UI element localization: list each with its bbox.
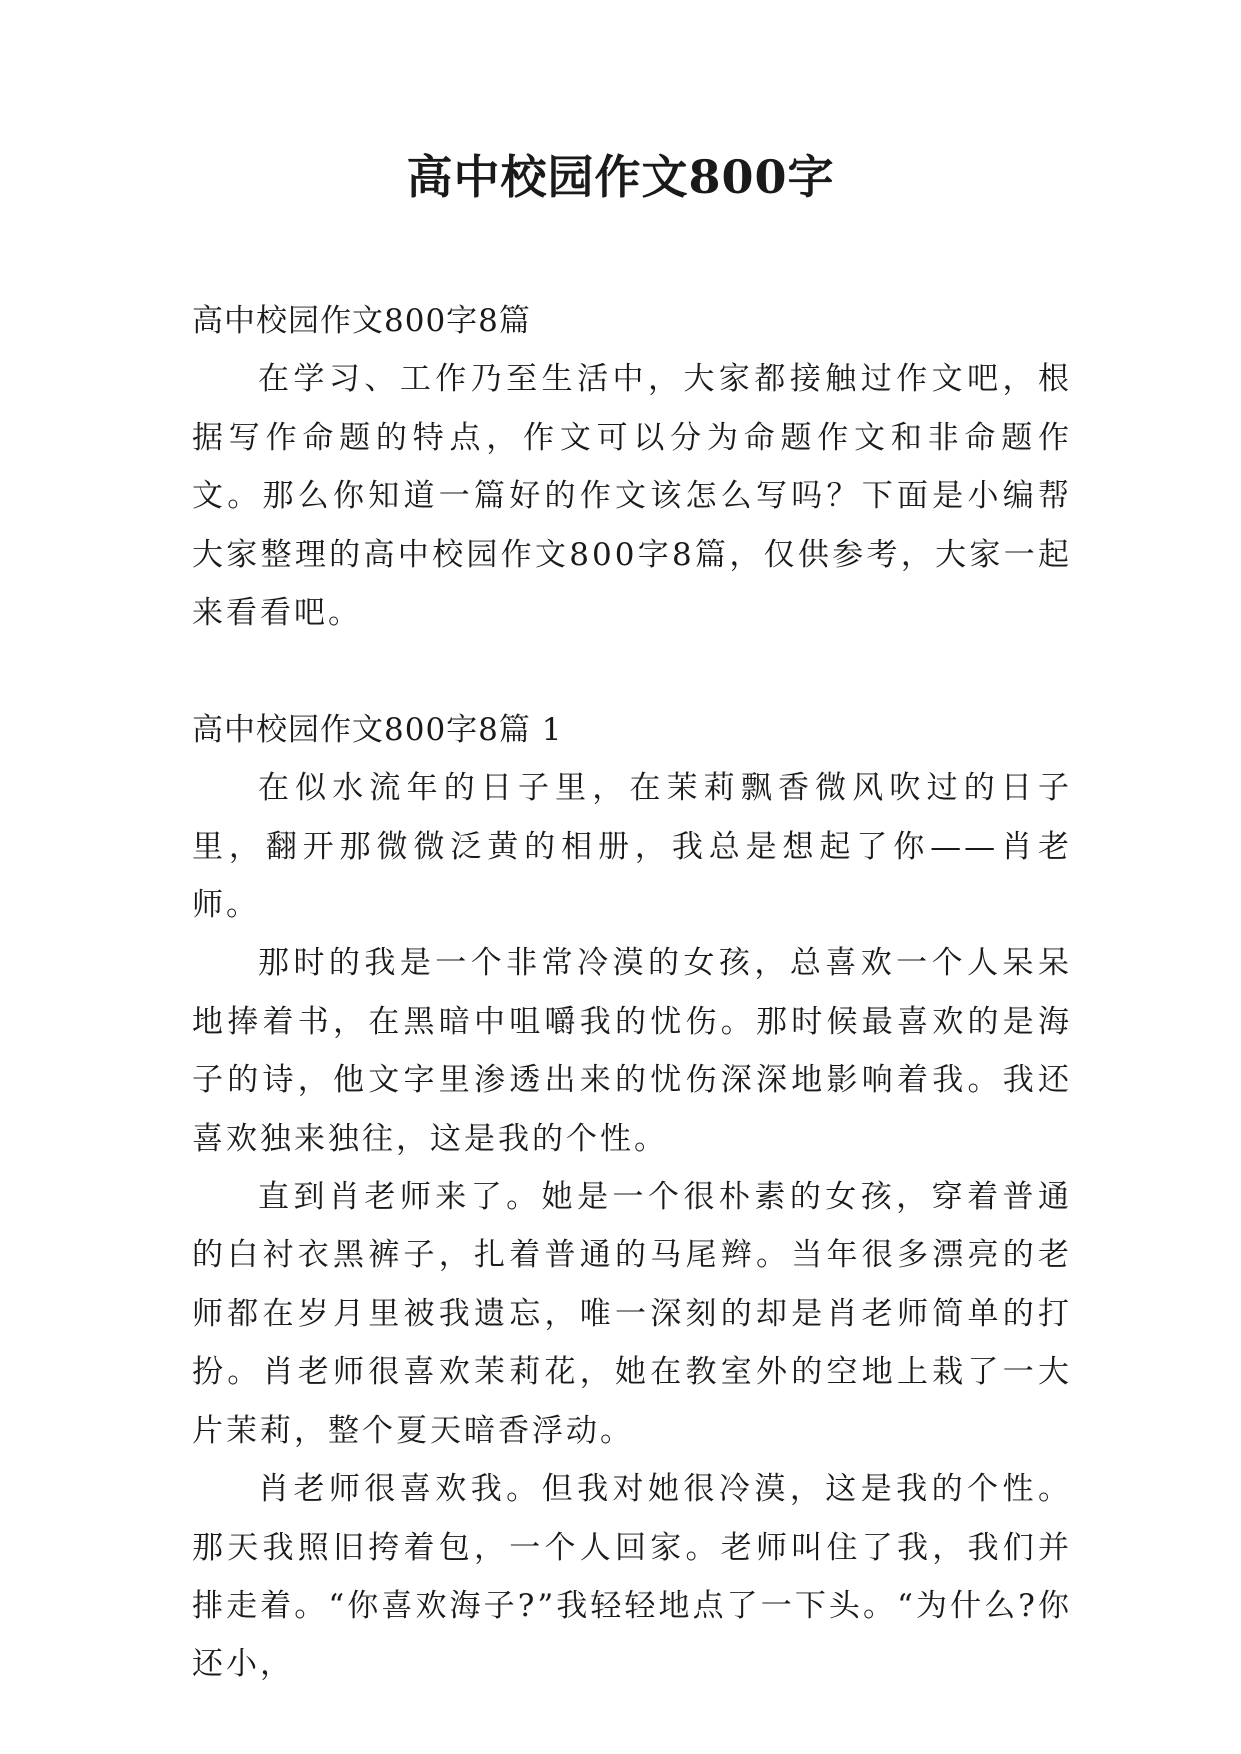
section1-paragraph-4: 肖老师很喜欢我。但我对她很冷漠，这是我的个性。那天我照旧挎着包，一个人回家。老师叫住了我，我们并排走着。“你喜欢海子?”我轻轻地点了一下头。“为什么?你还小，: [192, 1471, 1072, 1683]
intro-paragraph: 在学习、工作乃至生活中，大家都接触过作文吧，根据写作命题的特点，作文可以分为命题作文和非命题作文。那么你知道一篇好的作文该怎么写吗？下面是小编帮大家整理的高中校园作文800字8篇，仅供参考，大家一起来看看吧。: [192, 361, 1072, 632]
document-title: 高中校园作文800字: [406, 150, 835, 204]
section1-paragraph-3: 直到肖老师来了。她是一个很朴素的女孩，穿着普通的白衬衣黑裤子，扎着普通的马尾辫。当年很多漂亮的老师都在岁月里被我遗忘，唯一深刻的却是肖老师简单的打扮。肖老师很喜欢茉莉花，她在教室外的空地上栽了一大片茉莉，整个夏天暗香浮动。: [192, 1179, 1072, 1449]
section1-paragraph-1: 在似水流年的日子里，在茉莉飘香微风吹过的日子里，翻开那微微泛黄的相册，我总是想起了你——肖老师。: [192, 770, 1072, 924]
section-spacer: [192, 642, 1072, 700]
document-body: [192, 292, 1072, 1694]
section1-paragraph-2: 那时的我是一个非常冷漠的女孩，总喜欢一个人呆呆地捧着书，在黑暗中咀嚼我的忧伤。那时候最喜欢的是海子的诗，他文字里渗透出来的忧伤深深地影响着我。我还喜欢独来独往，这是我的个性。: [192, 945, 1072, 1157]
section1-heading: 高中校园作文800字8篇 1: [192, 711, 563, 748]
intro-heading: 高中校园作文800字8篇: [192, 303, 531, 339]
